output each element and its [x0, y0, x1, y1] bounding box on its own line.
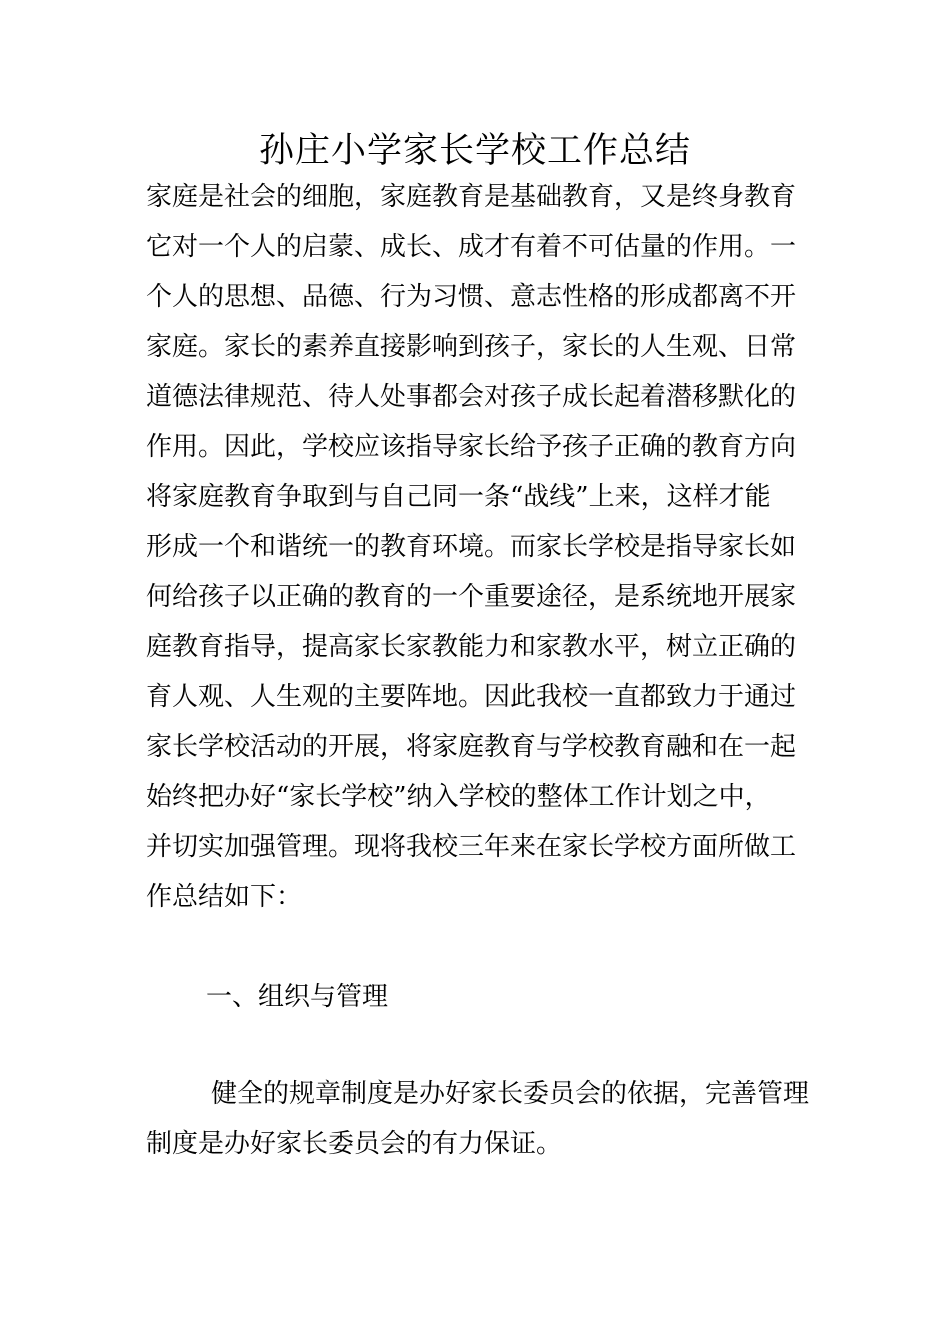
- document-title: 孙庄小学家长学校工作总结: [258, 131, 691, 171]
- intro-line: 作用。因此，学校应该指导家长给予孩子正确的教育方向: [146, 432, 797, 462]
- intro-line: 家庭。家长的素养直接影响到孩子，家长的人生观、日常: [146, 332, 797, 362]
- intro-line: 它对一个人的启蒙、成长、成才有着不可估量的作用。一: [146, 232, 797, 262]
- intro-line: 家庭是社会的细胞，家庭教育是基础教育，又是终身教育: [146, 182, 797, 212]
- intro-line: 形成一个和谐统一的教育环境。而家长学校是指导家长如: [146, 532, 797, 562]
- intro-line: 庭教育指导，提高家长家教能力和家教水平，树立正确的: [146, 632, 797, 662]
- section-heading: 一、组织与管理: [206, 982, 389, 1012]
- intro-line: 作总结如下：: [146, 882, 303, 912]
- intro-line: 并切实加强管理。现将我校三年来在家长学校方面所做工: [146, 832, 797, 862]
- intro-line: 始终把办好“家长学校”纳入学校的整体工作计划之中，: [146, 782, 771, 812]
- intro-line: 育人观、人生观的主要阵地。因此我校一直都致力于通过: [146, 682, 797, 712]
- intro-line: 将家庭教育争取到与自己同一条“战线”上来，这样才能: [146, 482, 771, 512]
- section-line: 健全的规章制度是办好家长委员会的依据，完善管理: [211, 1079, 810, 1109]
- section-line: 制度是办好家长委员会的有力保证。: [146, 1129, 563, 1159]
- intro-line: 家长学校活动的开展，将家庭教育与学校教育融和在一起: [146, 732, 797, 762]
- intro-line: 道德法律规范、待人处事都会对孩子成长起着潜移默化的: [146, 382, 797, 412]
- intro-line: 个人的思想、品德、行为习惯、意志性格的形成都离不开: [146, 282, 797, 312]
- intro-line: 何给孩子以正确的教育的一个重要途径，是系统地开展家: [146, 582, 797, 612]
